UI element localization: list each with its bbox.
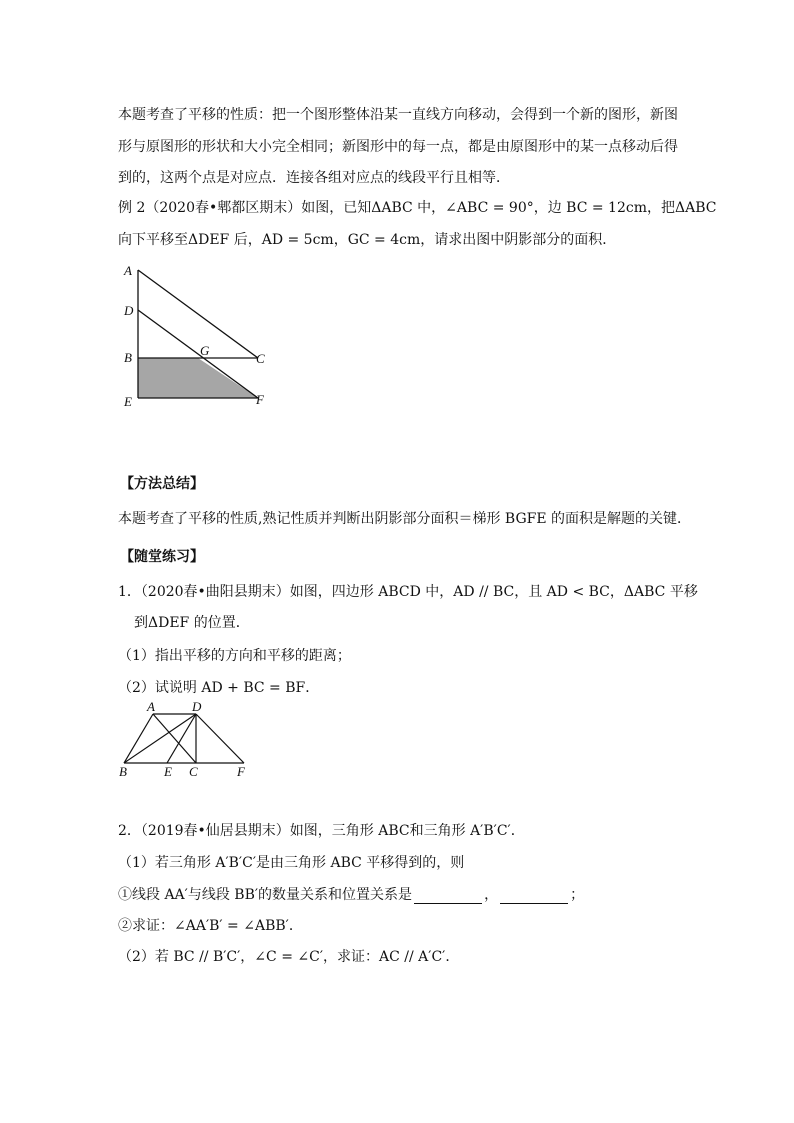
label-d: D [192, 700, 202, 714]
label-f: F [256, 392, 264, 407]
shaded-trapezoid-bgfe [138, 358, 258, 398]
q2-sub-1: （1）若三角形 A′B′C′是由三角形 ABC 平移得到的，则 [118, 855, 465, 871]
q2-item-1-end: ； [570, 887, 585, 903]
q2-item-1-text: ①线段 AA′与线段 BB′的数量关系和位置关系是 [118, 887, 413, 903]
label-b: B [124, 350, 132, 365]
segment-df [196, 714, 244, 763]
translation-figure-1 [118, 258, 288, 408]
intro-line-3: 到的，这两个点是对应点．连接各组对应点的线段平行且相等． [118, 170, 510, 186]
method-summary-text: 本题考查了平移的性质,熟记性质并判断出阴影部分面积＝梯形 BGFE 的面积是解题的关键． [118, 511, 692, 527]
answer-blank-2[interactable] [500, 889, 568, 904]
label-g: G [200, 343, 210, 358]
q2-item-1-separator: ， [484, 887, 499, 903]
q1-line-1: 1．（2020春•曲阳县期末）如图，四边形 ABCD 中，AD // BC，且 AD < BC，ΔABC 平移 [118, 584, 698, 600]
method-summary-heading: 【方法总结】 [120, 476, 204, 492]
label-e: E [124, 394, 132, 408]
segment-ab [124, 714, 153, 763]
q2-item-1 [118, 884, 584, 904]
q2-item-2: ②求证：∠AA′B′ = ∠ABB′． [118, 918, 303, 934]
practice-heading: 【随堂练习】 [120, 549, 204, 565]
example-2-line-1: 例 2（2020春•郫都区期末）如图，已知ΔABC 中，∠ABC = 90°，边 BC = 12cm，把ΔABC [118, 200, 717, 216]
intro-line-1: 本题考查了平移的性质：把一个图形整体沿某一直线方向移动，会得到一个新的图形，新图 [118, 107, 678, 123]
q2-line-1: 2．（2019春•仙居县期末）如图，三角形 ABC和三角形 A′B′C′． [118, 823, 525, 839]
example-2-line-2: 向下平移至ΔDEF 后，AD = 5cm，GC = 4cm，请求出图中阴影部分的面积． [118, 232, 617, 248]
translation-figure-2 [110, 700, 260, 780]
label-a: A [147, 700, 155, 714]
segment-de [167, 714, 196, 763]
intro-line-2: 形与原图形的形状和大小完全相同；新图形中的每一点，都是由原图形中的某一点移动后得 [118, 139, 678, 155]
label-a: A [124, 263, 132, 278]
q1-sub-1: （1）指出平移的方向和平移的距离； [118, 648, 351, 664]
label-d: D [124, 303, 134, 318]
label-e: E [164, 764, 172, 779]
q1-line-2: 到ΔDEF 的位置． [134, 615, 250, 631]
q1-sub-2: （2）试说明 AD + BC = BF． [118, 680, 320, 696]
label-c: C [189, 764, 198, 779]
label-b: B [119, 764, 127, 779]
segment-ac [138, 270, 258, 358]
answer-blank-1[interactable] [414, 889, 482, 904]
label-c: C [256, 351, 265, 366]
label-f: F [237, 764, 245, 779]
q2-sub-2: （2）若 BC // B′C′，∠C = ∠C′，求证：AC // A′C′． [118, 949, 460, 965]
